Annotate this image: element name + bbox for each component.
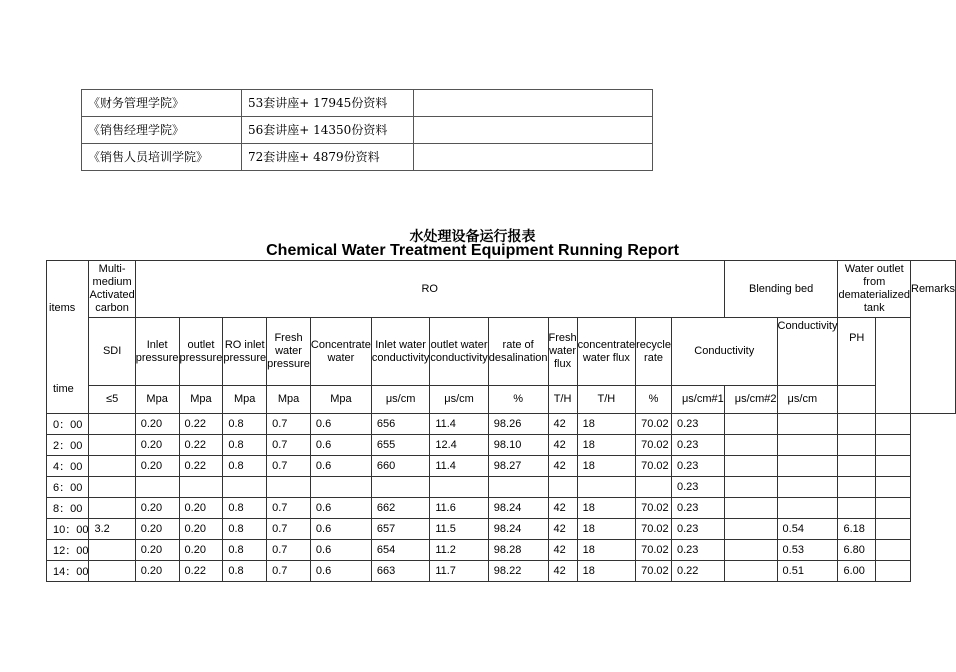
cell-sdi: [89, 456, 135, 477]
unit-cell: μs/cm: [777, 386, 838, 414]
cell-time: 14：00: [47, 561, 89, 582]
cell-conc-flux: 18: [577, 414, 635, 435]
cell-in-cond: 660: [371, 456, 429, 477]
cell-sdi: [89, 477, 135, 498]
cell-conc-flux: [577, 477, 635, 498]
cell-cond1: 0.23: [671, 414, 724, 435]
cell-time: 12：00: [47, 540, 89, 561]
cell-out-cond: 11.5: [430, 519, 488, 540]
cell-time: 10：00: [47, 519, 89, 540]
cell-desal: 98.10: [488, 435, 548, 456]
cell-cond1: 0.23: [671, 477, 724, 498]
cell-desal: 98.24: [488, 498, 548, 519]
course-name: 《销售人员培训学院》: [82, 144, 242, 171]
cell-fresh-flux: 42: [548, 435, 577, 456]
cell-desal: 98.26: [488, 414, 548, 435]
items-label: items: [49, 302, 76, 314]
cell-recycle: 70.02: [636, 456, 672, 477]
cell-ro-inlet: 0.8: [223, 540, 267, 561]
cell-ph: [838, 498, 876, 519]
cell-remarks: [876, 561, 911, 582]
cell-cond1: 0.23: [671, 456, 724, 477]
cell-inlet: 0.20: [135, 498, 179, 519]
cell-in-cond: 663: [371, 561, 429, 582]
cell-inlet: 0.20: [135, 540, 179, 561]
table-row: [47, 561, 956, 582]
cell-in-cond: 656: [371, 414, 429, 435]
cell-desal: 98.22: [488, 561, 548, 582]
cell-out-cond: 11.4: [430, 456, 488, 477]
cell-sdi: 3.2: [89, 519, 135, 540]
unit-cell: μs/cm: [430, 386, 488, 414]
course-note: [414, 144, 653, 171]
cell-desal: 98.28: [488, 540, 548, 561]
unit-cell: μs/cm#1: [671, 386, 724, 414]
cell-time: 0：00: [47, 414, 89, 435]
cell-inlet: 0.20: [135, 456, 179, 477]
cell-fresh-p: 0.7: [267, 414, 311, 435]
cell-cond3: 0.53: [777, 540, 838, 561]
cell-conc: 0.6: [310, 540, 371, 561]
cell-out-cond: 12.4: [430, 435, 488, 456]
course-row: [82, 117, 653, 144]
unit-cell: Mpa: [223, 386, 267, 414]
unit-cell: [838, 386, 876, 414]
cell-inlet: 0.20: [135, 435, 179, 456]
table-row: [47, 435, 956, 456]
cell-recycle: 70.02: [636, 414, 672, 435]
cell-sdi: [89, 435, 135, 456]
cell-out-cond: 11.7: [430, 561, 488, 582]
cell-recycle: 70.02: [636, 519, 672, 540]
cell-time: 6：00: [47, 477, 89, 498]
cell-ph: [838, 456, 876, 477]
course-content: 56套讲座+ 14350份资料: [242, 117, 414, 144]
cell-remarks: [876, 414, 911, 435]
cell-remarks: [876, 540, 911, 561]
cell-remarks: [876, 477, 911, 498]
cell-ro-inlet: [223, 477, 267, 498]
cell-outlet: 0.22: [179, 414, 223, 435]
unit-cell: Mpa: [179, 386, 223, 414]
outlet-conductivity-header-2: Conductivity: [777, 318, 838, 386]
cell-recycle: 70.02: [636, 498, 672, 519]
cell-outlet: 0.20: [179, 498, 223, 519]
cell-cond3: [777, 498, 838, 519]
cell-cond3: [777, 477, 838, 498]
cell-time: 4：00: [47, 456, 89, 477]
report-title-english: Chemical Water Treatment Equipment Running Report: [266, 242, 679, 259]
ro-header: RO: [135, 261, 724, 318]
cell-recycle: 70.02: [636, 561, 672, 582]
cell-fresh-p: 0.7: [267, 540, 311, 561]
unit-cell: Mpa: [310, 386, 371, 414]
cell-outlet: 0.20: [179, 519, 223, 540]
unit-cell: T/H: [577, 386, 635, 414]
outlet-conductivity-header: outlet water conductivity: [430, 318, 488, 386]
cell-sdi: [89, 561, 135, 582]
cell-inlet: 0.20: [135, 519, 179, 540]
cell-ph: [838, 414, 876, 435]
time-label: time: [53, 383, 74, 395]
sdi-unit: ≤5: [89, 386, 135, 414]
cell-cond3: [777, 414, 838, 435]
cell-recycle: 70.02: [636, 540, 672, 561]
cell-cond2: [724, 477, 777, 498]
cell-fresh-flux: [548, 477, 577, 498]
cell-desal: 98.24: [488, 519, 548, 540]
cell-out-cond: 11.6: [430, 498, 488, 519]
cell-conc-flux: 18: [577, 456, 635, 477]
cell-cond2: [724, 561, 777, 582]
cell-sdi: [89, 540, 135, 561]
header-row-1: [47, 261, 956, 318]
cell-cond1: 0.23: [671, 540, 724, 561]
concentrate-water-header: Concentrate water: [310, 318, 371, 386]
cell-ph: [838, 477, 876, 498]
cell-desal: [488, 477, 548, 498]
unit-cell: μs/cm: [371, 386, 429, 414]
table-row: [47, 414, 956, 435]
cell-time: 2：00: [47, 435, 89, 456]
cell-in-cond: 655: [371, 435, 429, 456]
concentrate-flux-header: concentrate water flux: [577, 318, 635, 386]
header-row-2: [47, 318, 956, 386]
cell-ro-inlet: 0.8: [223, 498, 267, 519]
table-row: [47, 540, 956, 561]
cell-cond2: [724, 519, 777, 540]
cell-fresh-p: 0.7: [267, 519, 311, 540]
cell-ph: 6.18: [838, 519, 876, 540]
cell-cond3: 0.51: [777, 561, 838, 582]
cell-fresh-p: 0.7: [267, 456, 311, 477]
cell-fresh-flux: 42: [548, 498, 577, 519]
blending-bed-header: Blending bed: [724, 261, 838, 318]
inlet-pressure-header: Inlet pressure: [135, 318, 179, 386]
course-row: [82, 144, 653, 171]
running-report-table: [46, 260, 956, 582]
water-outlet-header: Water outlet from dematerialized tank: [838, 261, 911, 318]
cell-remarks: [876, 435, 911, 456]
cell-fresh-flux: 42: [548, 456, 577, 477]
cell-ro-inlet: 0.8: [223, 456, 267, 477]
cell-conc-flux: 18: [577, 435, 635, 456]
cell-conc: 0.6: [310, 414, 371, 435]
remarks-header: Remarks: [911, 261, 956, 414]
cell-conc: 0.6: [310, 561, 371, 582]
cell-conc: 0.6: [310, 519, 371, 540]
cell-inlet: 0.20: [135, 561, 179, 582]
conductivity-header: Conductivity: [671, 318, 777, 386]
cell-sdi: [89, 414, 135, 435]
cell-out-cond: [430, 477, 488, 498]
cell-cond2: [724, 456, 777, 477]
cell-conc: 0.6: [310, 435, 371, 456]
cell-remarks: [876, 456, 911, 477]
table-row: [47, 519, 956, 540]
cell-fresh-flux: 42: [548, 414, 577, 435]
cell-cond3: 0.54: [777, 519, 838, 540]
cell-outlet: 0.22: [179, 435, 223, 456]
inlet-conductivity-header: Inlet water conductivity: [371, 318, 429, 386]
course-content: 53套讲座+ 17945份资料: [242, 90, 414, 117]
course-row: [82, 90, 653, 117]
cell-ph: 6.80: [838, 540, 876, 561]
report-title-chinese: 水处理设备运行报表: [409, 229, 536, 245]
desalination-rate-header: rate of desalination: [488, 318, 548, 386]
unit-cell: T/H: [548, 386, 577, 414]
cell-cond2: [724, 414, 777, 435]
cell-cond2: [724, 498, 777, 519]
unit-cell: μs/cm#2: [724, 386, 777, 414]
cell-out-cond: 11.2: [430, 540, 488, 561]
cell-ph: 6.00: [838, 561, 876, 582]
cell-remarks: [876, 519, 911, 540]
multi-medium-header: Multi-medium Activated carbon: [89, 261, 135, 318]
cell-cond1: 0.23: [671, 498, 724, 519]
cell-fresh-flux: 42: [548, 519, 577, 540]
cell-conc: [310, 477, 371, 498]
cell-conc-flux: 18: [577, 519, 635, 540]
cell-conc-flux: 18: [577, 498, 635, 519]
unit-cell: Mpa: [135, 386, 179, 414]
recycle-rate-header: recycle rate: [636, 318, 672, 386]
course-name: 《销售经理学院》: [82, 117, 242, 144]
cell-conc-flux: 18: [577, 540, 635, 561]
course-note: [414, 90, 653, 117]
cell-in-cond: 657: [371, 519, 429, 540]
cell-fresh-p: [267, 477, 311, 498]
ro-inlet-pressure-header: RO inlet pressure: [223, 318, 267, 386]
course-name: 《财务管理学院》: [82, 90, 242, 117]
cell-ro-inlet: 0.8: [223, 435, 267, 456]
cell-in-cond: 654: [371, 540, 429, 561]
outlet-pressure-header: outlet pressure: [179, 318, 223, 386]
sdi-header: SDI: [89, 318, 135, 386]
cell-conc-flux: 18: [577, 561, 635, 582]
cell-outlet: 0.22: [179, 561, 223, 582]
cell-cond1: 0.23: [671, 435, 724, 456]
report-body: [47, 414, 956, 582]
cell-outlet: [179, 477, 223, 498]
cell-conc: 0.6: [310, 456, 371, 477]
cell-outlet: 0.20: [179, 540, 223, 561]
cell-cond3: [777, 456, 838, 477]
unit-cell: Mpa: [267, 386, 311, 414]
cell-fresh-p: 0.7: [267, 435, 311, 456]
cell-in-cond: 662: [371, 498, 429, 519]
cell-cond3: [777, 435, 838, 456]
cell-ro-inlet: 0.8: [223, 561, 267, 582]
cell-fresh-p: 0.7: [267, 498, 311, 519]
cell-inlet: 0.20: [135, 414, 179, 435]
cell-remarks: [876, 498, 911, 519]
cell-cond1: 0.23: [671, 519, 724, 540]
table-row: [47, 498, 956, 519]
items-time-header: [47, 261, 89, 414]
cell-ro-inlet: 0.8: [223, 414, 267, 435]
cell-cond2: [724, 435, 777, 456]
cell-cond2: [724, 540, 777, 561]
cell-fresh-flux: 42: [548, 561, 577, 582]
ph-header: PH: [838, 318, 876, 386]
cell-in-cond: [371, 477, 429, 498]
cell-inlet: [135, 477, 179, 498]
cell-outlet: 0.22: [179, 456, 223, 477]
cell-time: 8：00: [47, 498, 89, 519]
cell-conc: 0.6: [310, 498, 371, 519]
cell-cond1: 0.22: [671, 561, 724, 582]
cell-recycle: [636, 477, 672, 498]
course-note: [414, 117, 653, 144]
cell-recycle: 70.02: [636, 435, 672, 456]
cell-ro-inlet: 0.8: [223, 519, 267, 540]
table-row: [47, 456, 956, 477]
table-row: [47, 477, 956, 498]
course-content: 72套讲座+ 4879份资料: [242, 144, 414, 171]
cell-sdi: [89, 498, 135, 519]
cell-desal: 98.27: [488, 456, 548, 477]
cell-ph: [838, 435, 876, 456]
fresh-water-flux-header: Fresh water flux: [548, 318, 577, 386]
cell-fresh-p: 0.7: [267, 561, 311, 582]
unit-cell: %: [636, 386, 672, 414]
unit-cell: %: [488, 386, 548, 414]
course-list-table: [81, 89, 653, 171]
cell-fresh-flux: 42: [548, 540, 577, 561]
units-row: [47, 386, 956, 414]
cell-out-cond: 11.4: [430, 414, 488, 435]
fresh-water-pressure-header: Fresh water pressure: [267, 318, 311, 386]
